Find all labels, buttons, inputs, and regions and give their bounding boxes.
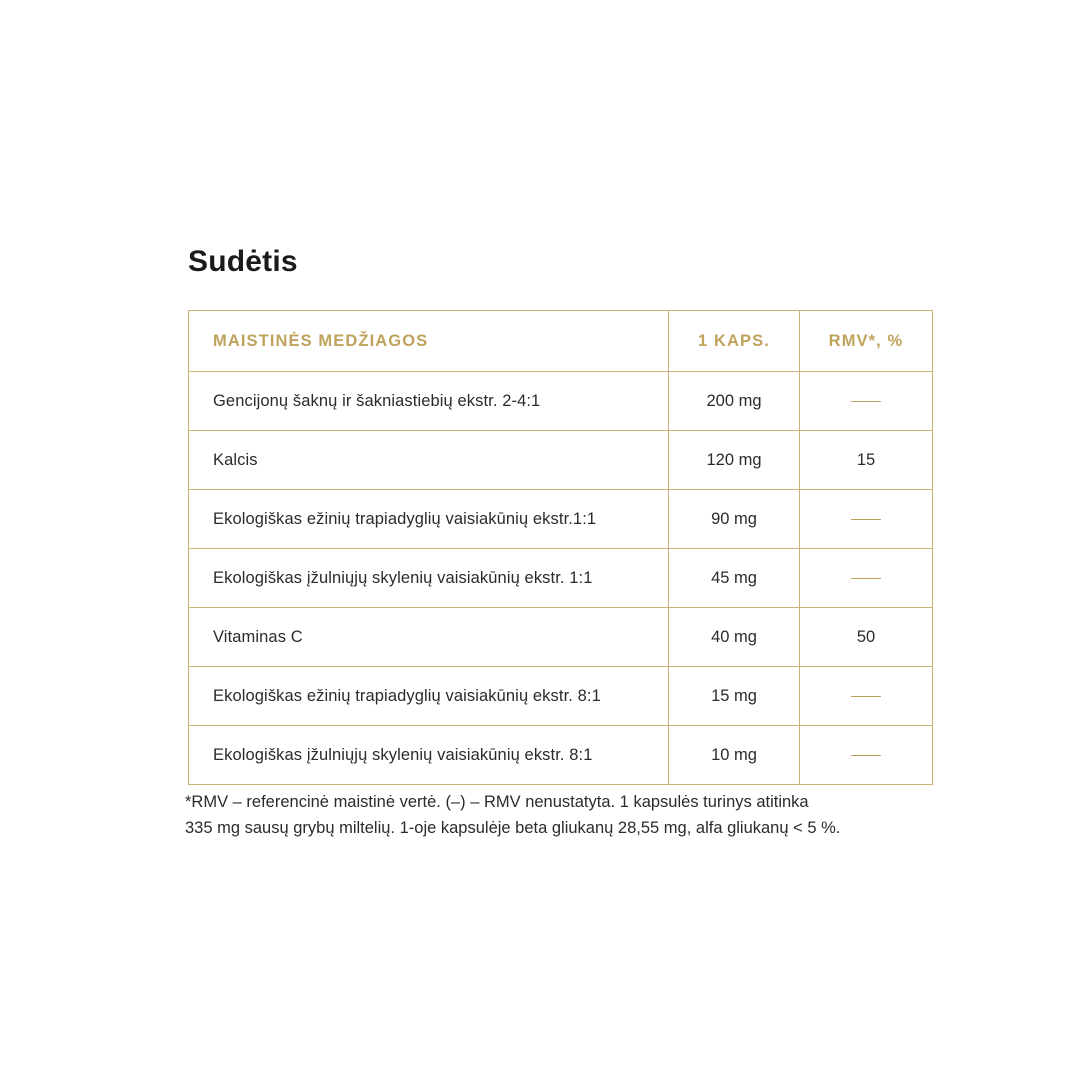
cell-nutrient-name: Ekologiškas ežinių trapiadyglių vaisiakūnių ekstr.1:1 [189, 490, 669, 549]
footnote-line-1: *RMV – referencinė maistinė vertė. (–) – RMV nenustatyta. 1 kapsulės turinys atitinka [185, 793, 809, 811]
cell-dose: 40 mg [669, 608, 800, 667]
cell-dose: 200 mg [669, 372, 800, 431]
table-row [189, 549, 933, 608]
cell-nutrient-name: Ekologiškas įžulniųjų skylenių vaisiakūnių ekstr. 8:1 [189, 726, 669, 785]
dash-icon [851, 755, 881, 756]
footnote-line-2: 335 mg sausų grybų miltelių. 1-oje kapsulėje beta gliukanų 28,55 mg, alfa gliukanų < 5 %. [185, 818, 841, 837]
page-title: Sudėtis [188, 245, 298, 278]
cell-nutrient-name: Gencijonų šaknų ir šakniastiebių ekstr. 2-4:1 [189, 372, 669, 431]
cell-dose: 45 mg [669, 549, 800, 608]
column-header-per-capsule: 1 KAPS. [669, 311, 800, 372]
table-row [189, 667, 933, 726]
column-header-rmv: RMV*, % [800, 311, 933, 372]
dash-icon [851, 696, 881, 697]
table-header [189, 311, 933, 372]
dash-icon [851, 401, 881, 402]
cell-nutrient-name: Ekologiškas įžulniųjų skylenių vaisiakūnių ekstr. 1:1 [189, 549, 669, 608]
cell-dose: 15 mg [669, 667, 800, 726]
cell-rmv [800, 667, 933, 726]
cell-rmv [800, 490, 933, 549]
table-row [189, 726, 933, 785]
cell-dose: 120 mg [669, 431, 800, 490]
cell-dose: 10 mg [669, 726, 800, 785]
cell-rmv [800, 372, 933, 431]
dash-icon [851, 519, 881, 520]
column-header-nutrients: MAISTINĖS MEDŽIAGOS [189, 311, 669, 372]
cell-nutrient-name: Vitaminas C [189, 608, 669, 667]
table-header-row [189, 311, 933, 372]
table-body [189, 372, 933, 785]
table-row [189, 372, 933, 431]
table-row [189, 490, 933, 549]
cell-rmv: 15 [800, 431, 933, 490]
cell-nutrient-name: Ekologiškas ežinių trapiadyglių vaisiakūnių ekstr. 8:1 [189, 667, 669, 726]
cell-dose: 90 mg [669, 490, 800, 549]
table-row [189, 608, 933, 667]
cell-nutrient-name: Kalcis [189, 431, 669, 490]
cell-rmv: 50 [800, 608, 933, 667]
cell-rmv [800, 726, 933, 785]
dash-icon [851, 578, 881, 579]
footnote [185, 790, 945, 841]
cell-rmv [800, 549, 933, 608]
table-row [189, 431, 933, 490]
nutrition-table [188, 310, 933, 785]
